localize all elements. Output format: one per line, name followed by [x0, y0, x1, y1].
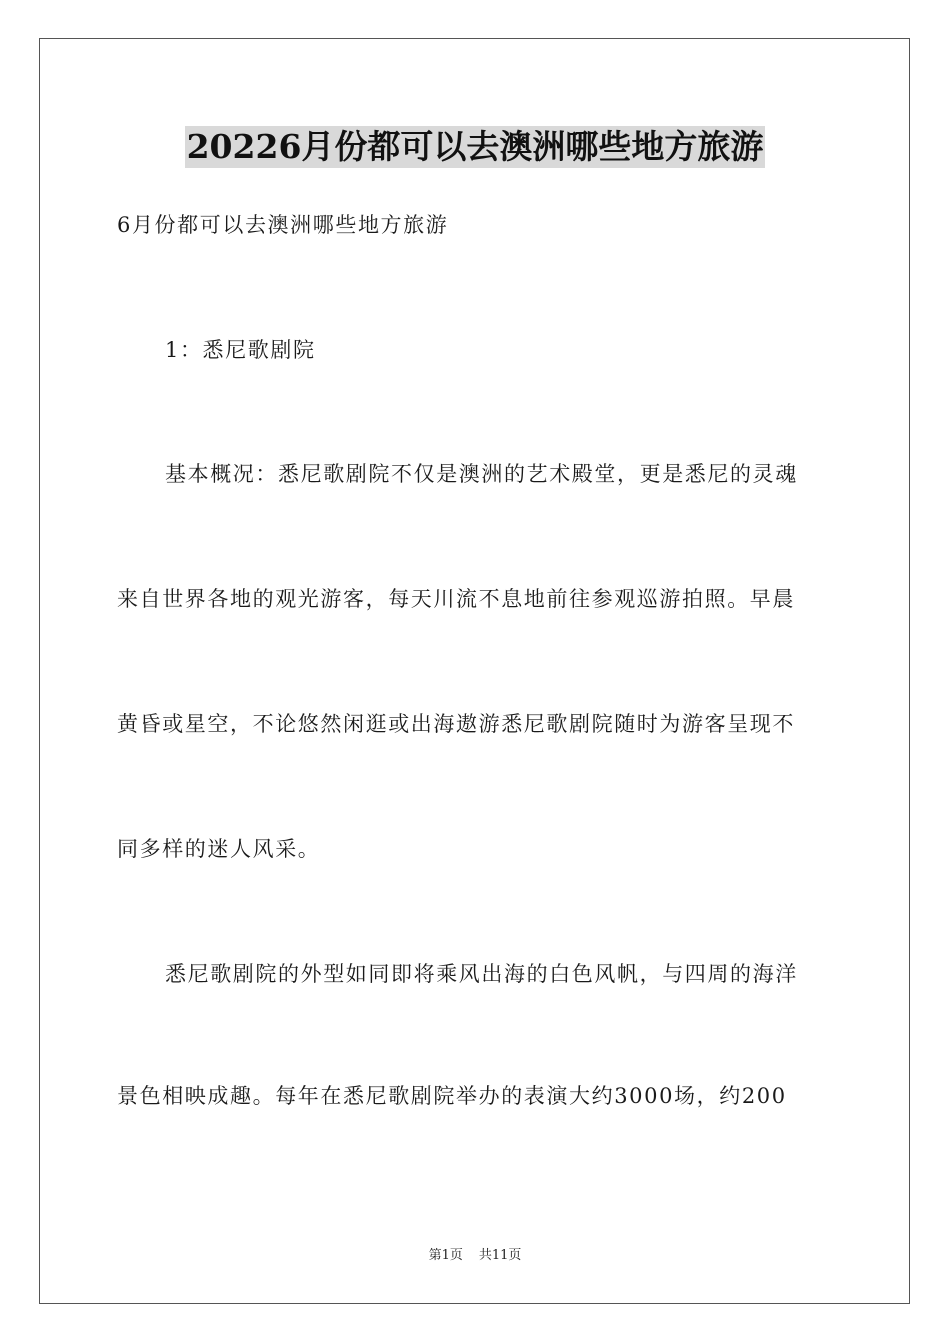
paragraph-line: 悉尼歌剧院的外型如同即将乘风出海的白色风帆，与四周的海洋 — [165, 962, 798, 986]
page-total: 共11页 — [478, 1248, 522, 1263]
paragraph-line: 景色相映成趣。每年在悉尼歌剧院举办的表演大约3000场，约200 — [117, 1084, 787, 1108]
paragraph-line: 基本概况：悉尼歌剧院不仅是澳洲的艺术殿堂，更是悉尼的灵魂 — [165, 462, 798, 486]
page-footer — [0, 1247, 950, 1265]
document-title: 20226月份都可以去澳洲哪些地方旅游 — [186, 127, 764, 166]
title-container — [0, 126, 950, 168]
paragraph-line: 黄昏或星空，不论悠然闲逛或出海遨游悉尼歌剧院随时为游客呈现不 — [117, 712, 795, 736]
subtitle-line: 6月份都可以去澳洲哪些地方旅游 — [117, 213, 449, 237]
page-number: 第1页 — [428, 1248, 463, 1263]
section-heading: 1：悉尼歌剧院 — [165, 338, 316, 362]
paragraph-line: 来自世界各地的观光游客，每天川流不息地前往参观巡游拍照。早晨 — [117, 587, 795, 611]
paragraph-line: 同多样的迷人风采。 — [117, 837, 321, 861]
